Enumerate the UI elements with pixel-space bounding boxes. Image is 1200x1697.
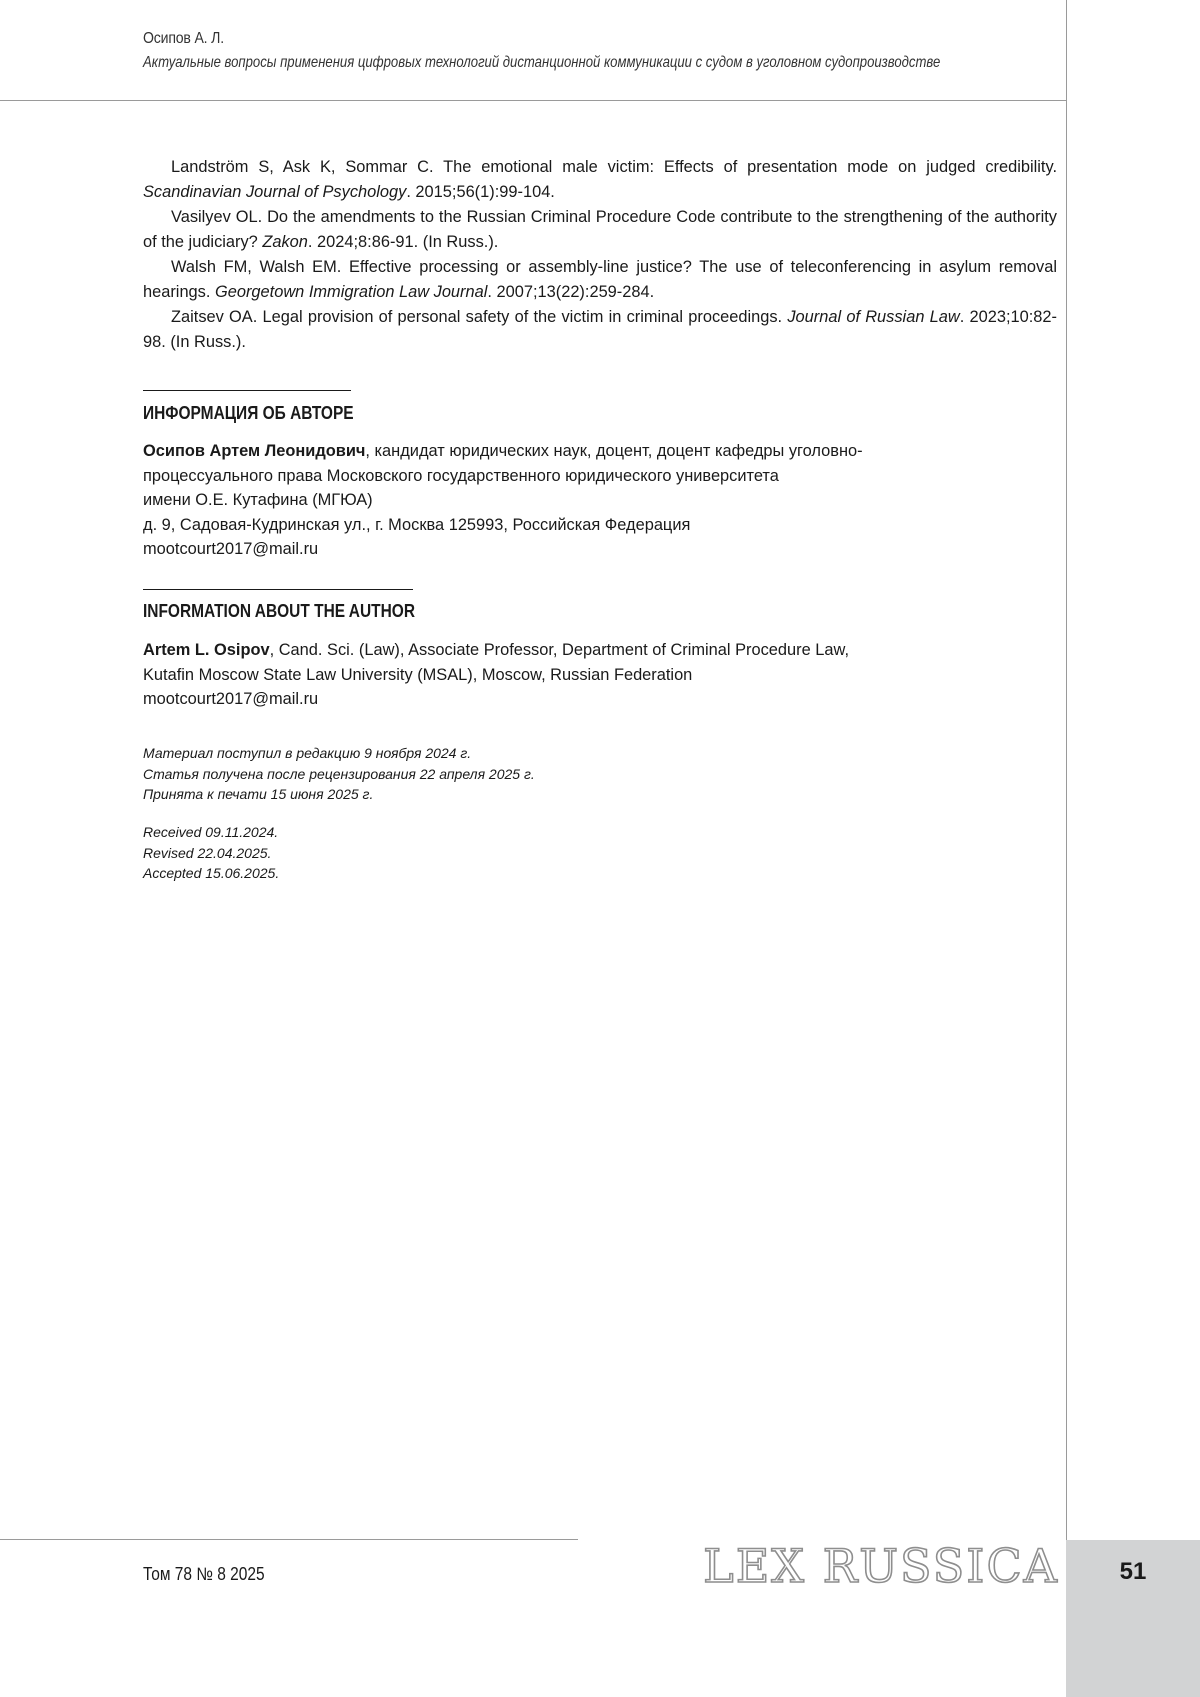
header-rule <box>0 100 1066 101</box>
author-email-ru: mootcourt2017@mail.ru <box>143 540 319 558</box>
footer-rule <box>0 1539 578 1540</box>
section-divider <box>143 589 413 590</box>
author-info-heading-en: INFORMATION ABOUT THE AUTHOR <box>143 601 416 621</box>
running-head-author: Осипов А. Л. <box>143 30 224 47</box>
logo-text: LEX RUSSICA <box>703 1539 1059 1593</box>
reference-item: Landström S, Ask K, Sommar C. The emotional male victim: Effects of presentation mode on judged credibility. Scandinavian Journal of Psychology. 2015;56(1):99-104. <box>143 158 1057 201</box>
section-divider <box>143 390 351 391</box>
author-name-ru: Осипов Артем Леонидович <box>143 442 366 460</box>
reference-item: Vasilyev OL. Do the amendments to the Russian Criminal Procedure Code contribute to the strengthening of the authority of the judiciary? Zakon. 2024;8:86-91. (In Russ.). <box>143 208 1057 251</box>
author-email-en: mootcourt2017@mail.ru <box>143 690 319 708</box>
running-head <box>143 30 1053 72</box>
dates-ru: Материал поступил в редакцию 9 ноября 2024 г. Статья получена после рецензирования 22 апреля 2025 г. Принята к печати 15 июня 2025 г. <box>143 745 535 802</box>
reference-item: Walsh FM, Walsh EM. Effective processing or assembly-line justice? The use of teleconferencing in asylum removal hearings. Georgetown Immigration Law Journal. 2007;13(22):259-284. <box>143 258 1057 301</box>
author-address-ru: д. 9, Садовая-Кудринская ул., г. Москва 125993, Российская Федерация <box>143 515 691 534</box>
author-info-en: Artem L. Osipov, Cand. Sci. (Law), Associate Professor, Department of Criminal Procedure Law, Kutafin Moscow State Law University (MSAL), Moscow, Russian Federation mootcourt2017@mail.ru <box>143 638 1043 712</box>
issue-info: Том 78 № 8 2025 <box>143 1564 265 1584</box>
reference-list <box>143 155 1057 355</box>
right-margin-rule <box>1066 0 1067 1540</box>
running-head-title: Актуальные вопросы применения цифровых технологий дистанционной коммуникации с судом в уголовном судопроизводстве <box>143 54 941 71</box>
dates-en: Received 09.11.2024. Revised 22.04.2025. Accepted 15.06.2025. <box>143 824 280 881</box>
author-info-ru: Осипов Артем Леонидович, кандидат юридических наук, доцент, доцент кафедры уголовно- процессуального права Московского государственного юридического университета имени О.Е. Кутафина (МГЮА) д. 9, Садовая-Кудринская ул., г. Москва 125993, Российская Федерация mootcourt2017@mail.ru <box>143 439 1043 562</box>
author-name-en: Artem L. Osipov <box>143 641 270 659</box>
lex-russica-logo <box>703 1534 1059 1594</box>
author-info-heading-ru: ИНФОРМАЦИЯ ОБ АВТОРЕ <box>143 403 354 423</box>
page-number: 51 <box>1119 1558 1147 1585</box>
reference-item: Zaitsev OA. Legal provision of personal safety of the victim in criminal proceedings. Journal of Russian Law. 2023;10:82-98. (In Russ.). <box>143 308 1058 351</box>
